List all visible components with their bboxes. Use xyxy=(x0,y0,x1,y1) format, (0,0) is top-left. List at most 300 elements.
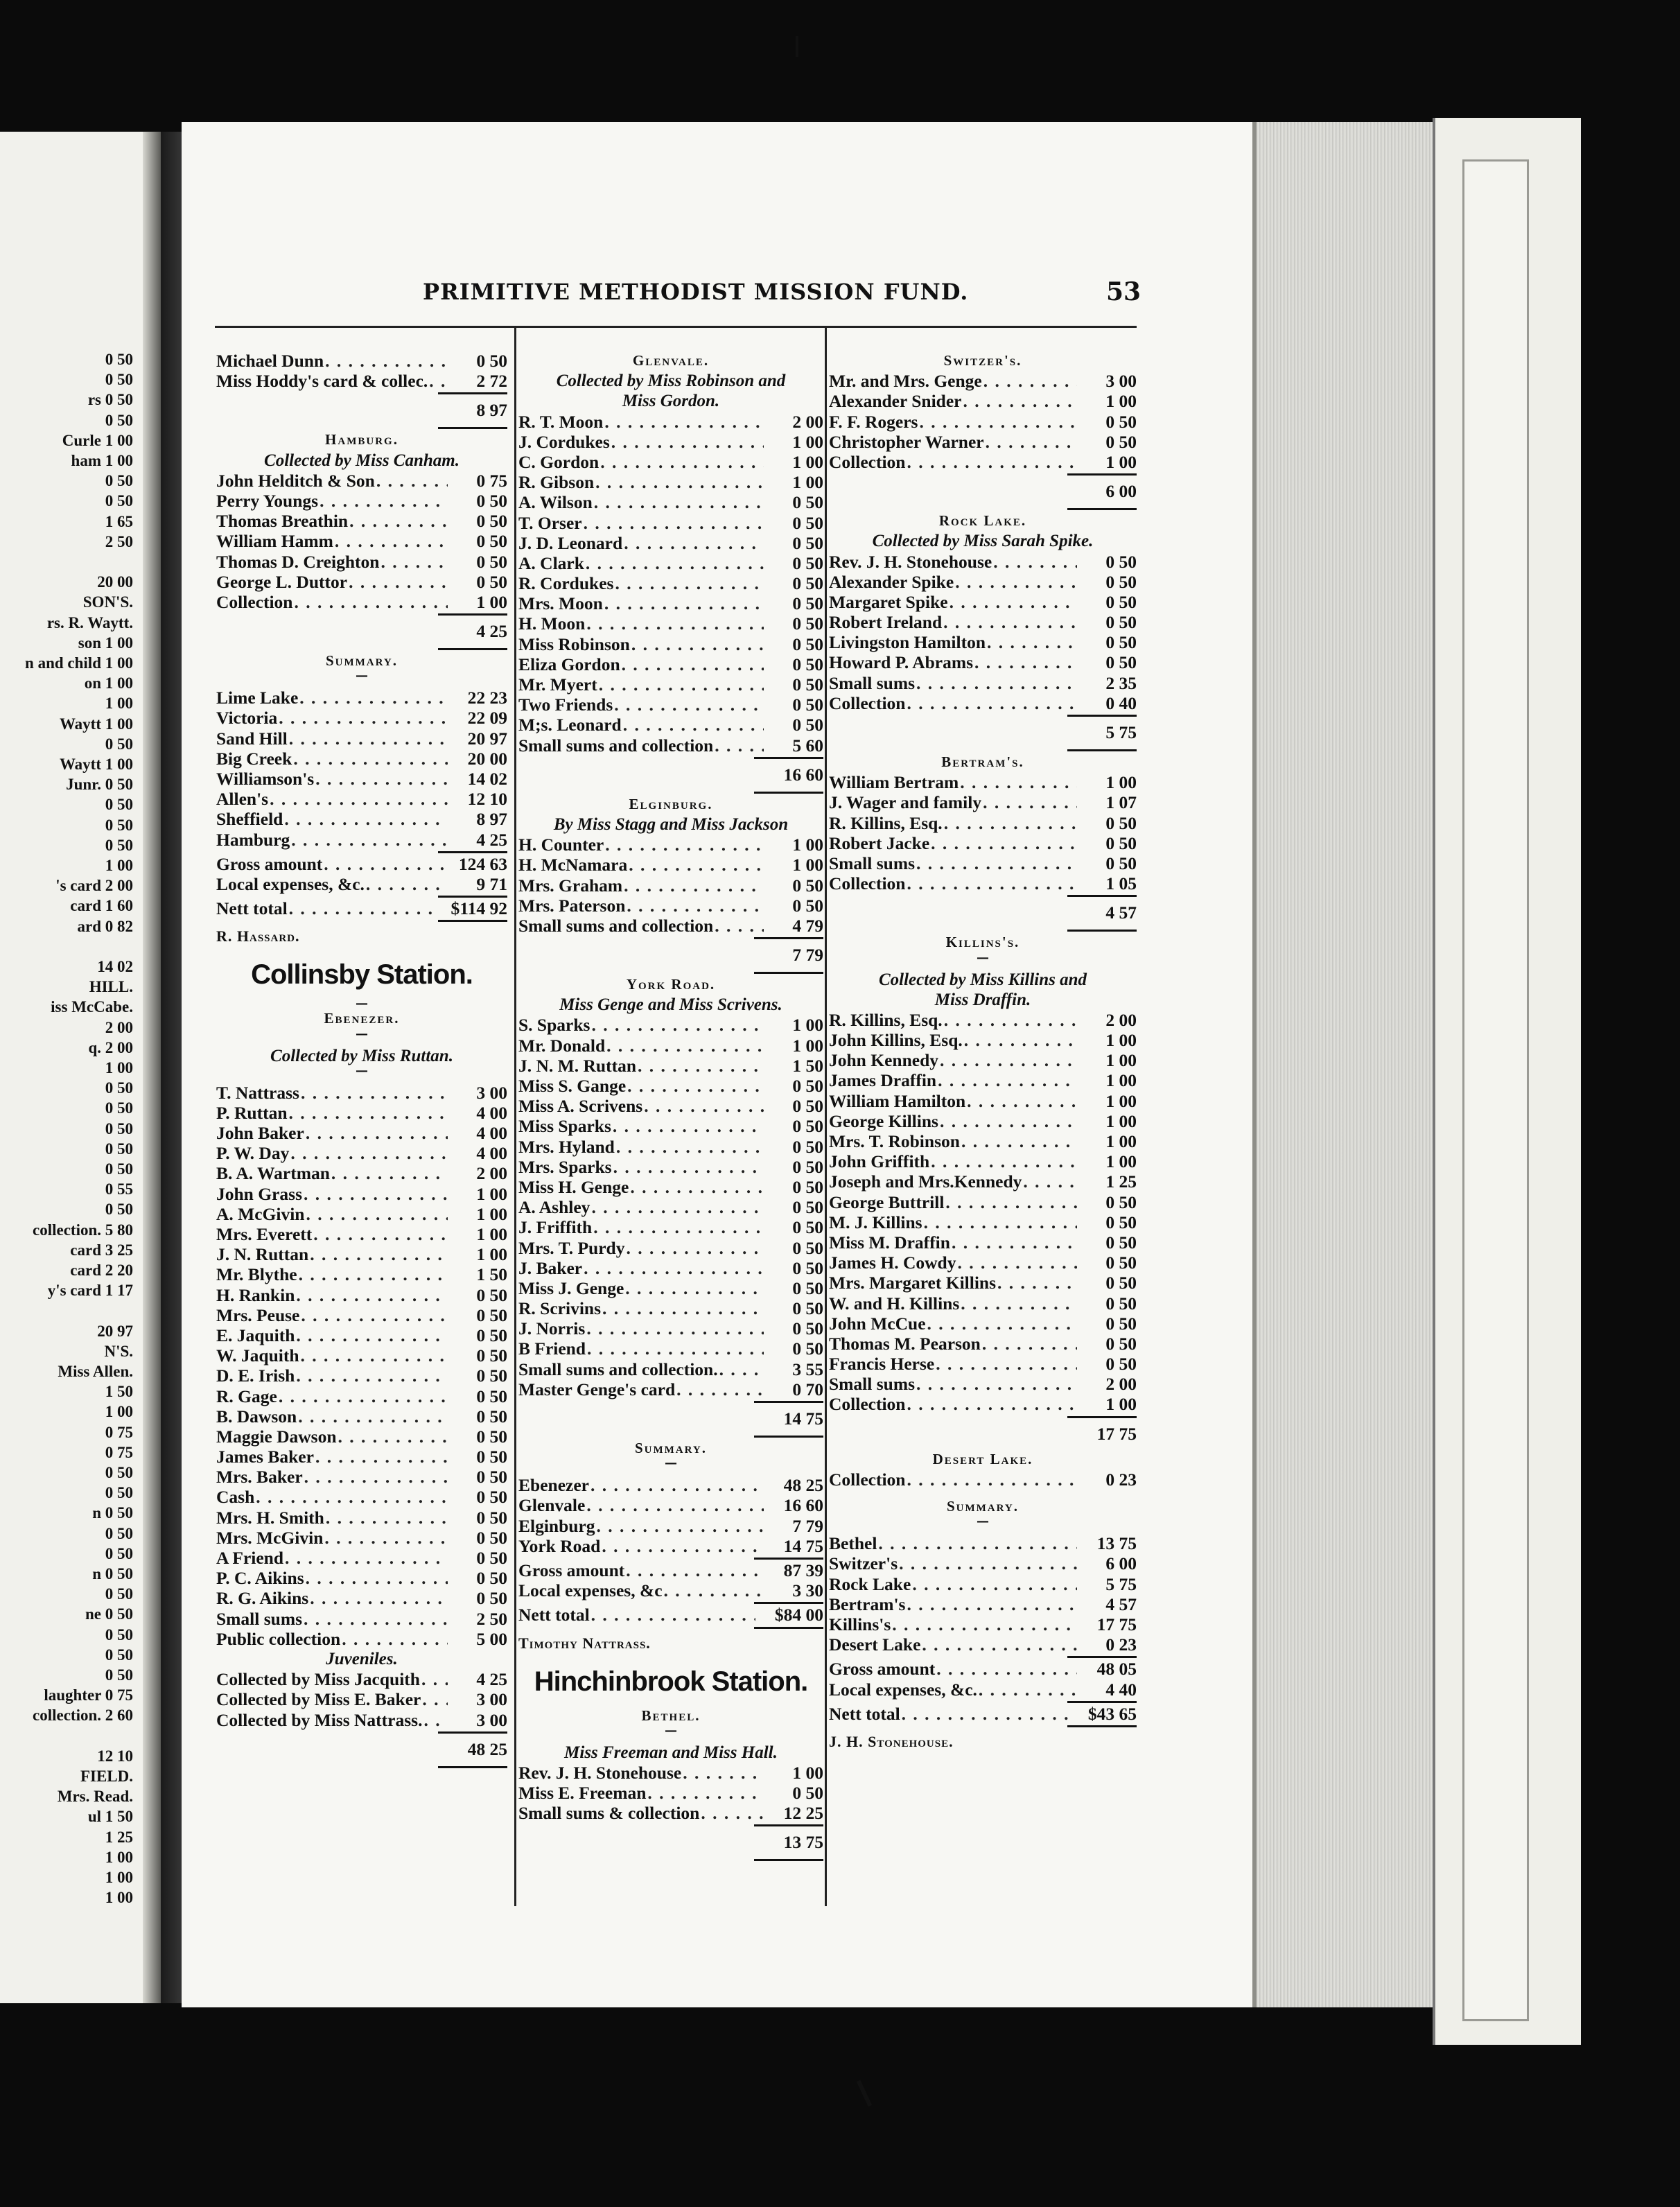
entry-name: R. Gibson xyxy=(518,472,595,493)
left-page-line xyxy=(105,1160,133,1178)
entry-name: Local expenses, &c xyxy=(518,1580,663,1601)
left-page-line xyxy=(44,1686,133,1704)
entry-amount: 1 25 xyxy=(1105,1171,1137,1192)
entry-row xyxy=(829,1253,1137,1273)
entry-row xyxy=(518,1116,823,1136)
left-page-line xyxy=(88,1039,133,1057)
entry-amount: 3 00 xyxy=(476,1082,507,1103)
entry-amount: 0 50 xyxy=(476,1386,507,1406)
entry-row xyxy=(518,1763,823,1783)
entry-name: John Helditch & Son xyxy=(216,470,375,491)
entry-amount: 0 40 xyxy=(1105,692,1137,713)
entry-name: Sand Hill xyxy=(216,728,288,749)
dot-leader xyxy=(622,654,764,674)
total-rule xyxy=(829,1415,1137,1419)
left-line-amount: 0 50 xyxy=(105,371,133,389)
entry-name: Christopher Warner xyxy=(829,431,984,452)
entry-name: Hamburg xyxy=(216,829,290,850)
entry-name: H. Rankin xyxy=(216,1284,295,1305)
station-title: Hinchinbrook Station. xyxy=(534,1666,808,1697)
dot-leader xyxy=(983,371,1077,391)
book-board-inner xyxy=(1462,159,1529,2021)
entry-name: J. Friffith xyxy=(518,1217,593,1238)
left-line-amount: 2 60 xyxy=(105,1707,133,1725)
left-line-amount: 1 65 xyxy=(105,512,133,530)
section-total xyxy=(518,1404,823,1434)
left-page-line xyxy=(105,1849,133,1867)
section-total xyxy=(518,760,823,790)
left-line-amount: 2 00 xyxy=(105,1018,133,1036)
entry-name: John Kennedy xyxy=(829,1050,939,1071)
left-page-line xyxy=(105,351,133,369)
dot-leader xyxy=(878,1533,1077,1553)
entry-row xyxy=(518,715,823,735)
left-line-amount: 1 00 xyxy=(105,715,133,733)
summary-rule xyxy=(829,1724,1137,1728)
entry-name: George L. Duttor xyxy=(216,571,348,592)
entry-amount: 0 50 xyxy=(792,573,823,594)
left-page-line xyxy=(97,1323,133,1341)
entry-row xyxy=(829,673,1137,693)
dot-leader xyxy=(638,1056,764,1076)
dot-leader xyxy=(422,1689,448,1709)
left-line-amount: 0 50 xyxy=(105,1605,133,1623)
entry-name: Miss M. Draffin xyxy=(829,1232,950,1253)
entry-row xyxy=(518,1036,823,1056)
left-line-text: ul xyxy=(87,1808,101,1826)
entry-amount: 3 55 xyxy=(792,1359,823,1379)
entry-name: Rev. J. H. Stonehouse xyxy=(829,551,992,572)
entry-amount: 4 57 xyxy=(1105,1594,1137,1614)
left-line-amount: 12 10 xyxy=(97,1747,133,1765)
left-page-line xyxy=(33,1707,133,1725)
dot-leader xyxy=(593,1217,764,1237)
dot-leader xyxy=(676,1379,764,1399)
heading-dash: — xyxy=(665,1456,677,1471)
entry-amount: 0 70 xyxy=(792,1379,823,1399)
left-page-line xyxy=(58,1788,133,1806)
left-line-text: n xyxy=(92,1565,101,1582)
entry-row xyxy=(216,1710,507,1730)
column-3 xyxy=(829,351,1137,1756)
entry-name: W. and H. Killins xyxy=(829,1293,960,1314)
left-line-amount: 0 50 xyxy=(105,1585,133,1603)
summary-rule xyxy=(829,1655,1137,1659)
entry-name: Miss E. Freeman xyxy=(518,1783,647,1804)
entry-name: R. T. Moon xyxy=(518,411,604,432)
entry-name: Bethel xyxy=(829,1533,877,1554)
left-line-amount: 3 25 xyxy=(105,1241,133,1259)
left-page-line xyxy=(105,1180,133,1198)
left-page-line xyxy=(105,1464,133,1482)
entry-row xyxy=(216,511,507,531)
dot-leader xyxy=(940,1050,1077,1070)
section-heading: Summary. xyxy=(634,1440,708,1456)
entry-amount: 0 50 xyxy=(476,511,507,532)
left-page-line xyxy=(105,1626,133,1644)
entry-name: Collected by Miss E. Baker xyxy=(216,1689,421,1710)
dot-leader xyxy=(715,735,764,756)
entry-row xyxy=(518,1359,823,1379)
entry-row xyxy=(518,593,823,613)
entry-name: Local expenses, &c. xyxy=(216,873,365,894)
dot-leader xyxy=(950,592,1077,612)
entry-name: Michael Dunn xyxy=(216,351,324,371)
entry-name: Miss A. Scrivens xyxy=(518,1096,643,1117)
entry-name: John Baker xyxy=(216,1123,304,1144)
left-line-amount: 0 50 xyxy=(105,1544,133,1562)
entry-name: Miss H. Genge xyxy=(518,1176,629,1197)
dot-leader xyxy=(296,1325,448,1345)
dot-leader xyxy=(586,1495,764,1515)
entry-row xyxy=(829,412,1137,432)
section-total-amount: 5 75 xyxy=(1105,722,1137,742)
entry-row xyxy=(216,1568,507,1588)
left-line-amount: 0 75 xyxy=(105,1443,133,1461)
entry-name: Gross amount xyxy=(216,853,323,874)
left-line-amount: 20 97 xyxy=(97,1322,133,1340)
entry-amount: 0 50 xyxy=(476,490,507,511)
dot-leader xyxy=(892,1614,1077,1634)
entry-amount: 3 00 xyxy=(476,1709,507,1730)
left-line-amount: 0 50 xyxy=(105,1625,133,1643)
entry-amount: 1 00 xyxy=(1105,391,1137,412)
entry-row xyxy=(518,1278,823,1298)
entry-name: P. W. Day xyxy=(216,1143,290,1164)
left-line-amount: 1 00 xyxy=(105,654,133,672)
entry-amount: 48 25 xyxy=(783,1475,823,1496)
entry-amount: 0 50 xyxy=(792,613,823,634)
entry-row xyxy=(216,1163,507,1183)
entry-amount: 1 07 xyxy=(1105,792,1137,813)
left-line-text: card xyxy=(70,897,101,915)
entry-row xyxy=(518,654,823,674)
dot-leader xyxy=(306,1568,448,1588)
dot-leader xyxy=(301,1083,448,1103)
entry-row xyxy=(216,729,507,749)
section-heading: Rock Lake. xyxy=(938,512,1027,530)
entry-name: Williamson's xyxy=(216,769,315,789)
section-total-amount: 14 75 xyxy=(783,1408,823,1429)
entry-row xyxy=(216,1447,507,1467)
section-total-amount: 7 79 xyxy=(792,945,823,966)
entry-amount: 3 00 xyxy=(476,1689,507,1710)
entry-amount: 1 05 xyxy=(1105,873,1137,894)
total-underline xyxy=(518,970,823,975)
entry-name: James Draffin xyxy=(829,1070,937,1091)
left-line-amount: 0 50 xyxy=(105,391,133,409)
section-heading: Ebenezer. xyxy=(324,1010,400,1027)
entry-name: B. A. Wartman xyxy=(216,1163,330,1184)
entry-name: Small sums and collection xyxy=(518,915,714,936)
section-heading: Bethel. xyxy=(641,1707,701,1724)
entry-row xyxy=(829,873,1137,893)
entry-amount: 0 50 xyxy=(792,532,823,553)
entry-row xyxy=(829,813,1137,833)
entry-name: Eliza Gordon xyxy=(518,654,620,674)
entry-row xyxy=(518,1157,823,1177)
entry-row xyxy=(518,1475,823,1495)
dot-leader xyxy=(997,1273,1077,1293)
left-line-text: laughter xyxy=(44,1686,101,1704)
left-line-amount: 0 50 xyxy=(105,816,133,834)
entry-row xyxy=(216,1689,507,1709)
entry-name: Mr. Donald xyxy=(518,1035,606,1056)
entry-name: Elginburg xyxy=(518,1515,595,1536)
entry-name: R. Killins, Esq. xyxy=(829,812,943,833)
left-page-line xyxy=(105,1545,133,1563)
collector-line: Collected by Miss Ruttan. xyxy=(270,1046,453,1065)
entry-amount: 87 39 xyxy=(783,1560,823,1580)
entry-row xyxy=(829,853,1137,873)
entry-name: J. Baker xyxy=(518,1257,583,1278)
section-total-amount: 13 75 xyxy=(783,1832,823,1853)
left-line-amount: 0 50 xyxy=(105,1099,133,1117)
entry-row xyxy=(216,1204,507,1224)
entry-name: Allen's xyxy=(216,789,269,810)
entry-row xyxy=(216,874,507,894)
entry-amount: 0 50 xyxy=(1105,1232,1137,1253)
left-line-text: Miss Allen. xyxy=(58,1363,133,1380)
left-page-line xyxy=(88,391,133,409)
entry-amount: 0 50 xyxy=(1105,1192,1137,1212)
dot-leader xyxy=(902,1704,1069,1724)
dot-leader xyxy=(591,1015,764,1035)
dot-leader xyxy=(315,1447,448,1467)
entry-amount: 0 50 xyxy=(476,1426,507,1447)
dot-leader xyxy=(907,1469,1077,1490)
entry-name: J. Wager and family xyxy=(829,792,982,813)
left-line-amount: 5 80 xyxy=(105,1221,133,1239)
entry-amount: 1 00 xyxy=(1105,1090,1137,1111)
left-line-text: collection. xyxy=(33,1707,101,1725)
left-page-line xyxy=(33,1221,133,1239)
dot-leader xyxy=(987,632,1077,652)
left-page-line xyxy=(92,1504,133,1522)
entry-row xyxy=(518,1015,823,1035)
dot-leader xyxy=(586,613,764,634)
dot-leader xyxy=(290,1143,448,1163)
left-line-amount: 1 00 xyxy=(105,452,133,469)
dot-leader xyxy=(624,533,764,553)
entry-row xyxy=(216,688,507,708)
entry-amount: 0 50 xyxy=(476,1527,507,1548)
entry-row xyxy=(518,1197,823,1217)
collector-line: Miss Draffin. xyxy=(934,990,1031,1009)
left-line-amount: 0 50 xyxy=(105,796,133,814)
entry-row xyxy=(518,1177,823,1197)
left-page-line xyxy=(60,715,133,733)
dot-leader xyxy=(338,1427,448,1447)
entry-row xyxy=(518,916,823,936)
collector-line: Miss Freeman and Miss Hall. xyxy=(564,1743,778,1762)
left-page-line xyxy=(105,1140,133,1158)
left-line-amount: 0 50 xyxy=(105,411,133,429)
left-page-line xyxy=(105,412,133,430)
dot-leader xyxy=(294,592,448,612)
left-line-amount: 1 00 xyxy=(105,1403,133,1421)
entry-name: A. Ashley xyxy=(518,1197,590,1218)
section-heading: Switzer's. xyxy=(943,352,1022,369)
dot-leader xyxy=(919,412,1077,432)
entry-amount: 0 50 xyxy=(792,1116,823,1137)
left-line-text: card xyxy=(70,1241,101,1259)
entry-row xyxy=(829,1192,1137,1212)
dot-leader xyxy=(304,1184,448,1204)
left-line-amount: 0 50 xyxy=(105,1079,133,1097)
dot-leader xyxy=(326,1508,448,1528)
entry-row xyxy=(518,875,823,896)
dot-leader xyxy=(279,708,448,728)
entry-name: George Buttrill xyxy=(829,1192,945,1212)
entry-amount: 1 00 xyxy=(1105,1151,1137,1172)
entry-row xyxy=(216,1325,507,1345)
page-edges xyxy=(1252,122,1437,2007)
entry-amount: 5 75 xyxy=(1105,1573,1137,1594)
entry-name: Small sums and collection. xyxy=(518,1359,718,1379)
left-line-amount: 1 00 xyxy=(105,674,133,692)
entry-name: Desert Lake xyxy=(829,1634,921,1655)
entry-row xyxy=(518,674,823,695)
left-line-amount: 1 50 xyxy=(105,1808,133,1826)
left-line-amount: 0 50 xyxy=(105,836,133,854)
left-page-line xyxy=(70,1241,133,1259)
entry-amount: 0 50 xyxy=(792,1197,823,1218)
section-heading: Elginburg. xyxy=(629,795,713,812)
dot-leader xyxy=(993,552,1077,572)
dot-leader xyxy=(285,1548,448,1568)
dot-leader xyxy=(429,371,448,391)
collector-line: Miss Genge and Miss Scrivens. xyxy=(559,995,782,1015)
entry-name: James H. Cowdy xyxy=(829,1253,956,1273)
entry-amount: 17 75 xyxy=(1096,1614,1137,1634)
entry-row xyxy=(829,1273,1137,1293)
dot-leader xyxy=(626,1560,764,1580)
left-line-text: n xyxy=(92,1504,101,1522)
entry-name: William Hamm xyxy=(216,531,333,552)
dot-leader xyxy=(289,1103,448,1123)
entry-name: Nett total xyxy=(518,1605,590,1625)
entry-name: Mrs. Baker xyxy=(216,1467,303,1488)
entry-row xyxy=(518,412,823,432)
entry-amount: 0 50 xyxy=(792,654,823,674)
dot-leader xyxy=(349,511,448,531)
dot-leader xyxy=(584,513,764,533)
entry-amount: 4 25 xyxy=(476,829,507,850)
entry-row xyxy=(518,735,823,756)
heading-dash: — xyxy=(977,1514,989,1529)
total-rule xyxy=(216,391,507,395)
section-total xyxy=(829,898,1137,928)
dot-leader xyxy=(600,452,764,472)
total-underline xyxy=(518,790,823,794)
dot-leader xyxy=(967,1091,1077,1111)
left-page-line xyxy=(105,817,133,835)
dot-leader xyxy=(943,612,1077,632)
dot-leader xyxy=(927,1314,1077,1334)
left-page-line xyxy=(105,472,133,490)
left-page-line xyxy=(97,573,133,591)
entry-name: George Killins xyxy=(829,1110,938,1131)
entry-name: J. N. M. Ruttan xyxy=(518,1055,636,1076)
dot-leader xyxy=(380,552,448,572)
dot-leader xyxy=(1023,1171,1077,1192)
entry-name: Mrs. Moon xyxy=(518,593,603,614)
dot-leader xyxy=(630,1177,764,1197)
dot-leader xyxy=(291,830,448,850)
total-rule xyxy=(216,612,507,616)
summary-rule xyxy=(518,1600,823,1605)
scan-speck xyxy=(857,2080,872,2107)
entry-name: York Road xyxy=(518,1535,601,1556)
entry-row xyxy=(829,833,1137,853)
left-page-line xyxy=(78,634,133,652)
entry-row xyxy=(518,1298,823,1318)
left-line-amount: 0 50 xyxy=(105,1524,133,1542)
section-heading: Hamburg. xyxy=(325,431,399,448)
collector-line: Collected by Miss Killins and xyxy=(878,970,1087,989)
entry-row xyxy=(829,391,1137,411)
entry-amount: 0 75 xyxy=(476,470,507,491)
entry-row xyxy=(829,1050,1137,1070)
entry-name: H. Moon xyxy=(518,613,586,634)
entry-name: Mrs. McGivin xyxy=(216,1527,324,1548)
signature: J. H. Stonehouse. xyxy=(829,1732,954,1750)
entry-name: Switzer's xyxy=(829,1553,898,1574)
entry-row xyxy=(518,1217,823,1237)
section-total-amount: 48 25 xyxy=(467,1738,507,1759)
entry-amount: 0 50 xyxy=(476,1366,507,1386)
total-rule xyxy=(216,1730,507,1734)
section-total-amount: 8 97 xyxy=(476,400,507,421)
entry-row xyxy=(829,652,1137,672)
entry-amount: 0 50 xyxy=(792,875,823,896)
section-total-amount: 16 60 xyxy=(783,764,823,785)
left-line-text: ne xyxy=(85,1605,101,1623)
section-total-amount: 4 25 xyxy=(476,621,507,642)
entry-row xyxy=(518,452,823,472)
entry-name: H. McNamara xyxy=(518,855,628,875)
entry-row xyxy=(216,1224,507,1244)
dot-leader xyxy=(584,1258,764,1278)
entry-name: Joseph and Mrs.Kennedy xyxy=(829,1171,1022,1192)
entry-row xyxy=(518,1318,823,1338)
entry-amount: 0 50 xyxy=(1105,1273,1137,1293)
entry-row xyxy=(518,613,823,634)
left-line-amount: 0 50 xyxy=(105,1484,133,1502)
left-line-text: Junr. xyxy=(66,776,101,794)
total-underline xyxy=(829,928,1137,932)
entry-amount: $114 92 xyxy=(450,898,507,919)
left-page-line xyxy=(66,776,133,794)
entry-row xyxy=(829,1212,1137,1232)
left-line-text: collection. xyxy=(33,1221,101,1239)
entry-row xyxy=(216,1345,507,1366)
dot-leader xyxy=(907,873,1077,893)
section-heading: Desert Lake. xyxy=(932,1450,1033,1467)
left-page-line xyxy=(97,1747,133,1765)
entry-amount: 4 79 xyxy=(792,915,823,936)
left-page-line xyxy=(105,837,133,855)
entry-name: J. Norris xyxy=(518,1318,586,1339)
entry-name: Margaret Spike xyxy=(829,591,948,612)
entry-amount: 22 23 xyxy=(467,688,507,708)
left-line-amount: 0 50 xyxy=(105,1119,133,1137)
entry-amount: 0 50 xyxy=(792,593,823,614)
left-page-line xyxy=(85,1605,133,1623)
left-facing-page xyxy=(0,132,161,2003)
entry-row xyxy=(216,552,507,572)
